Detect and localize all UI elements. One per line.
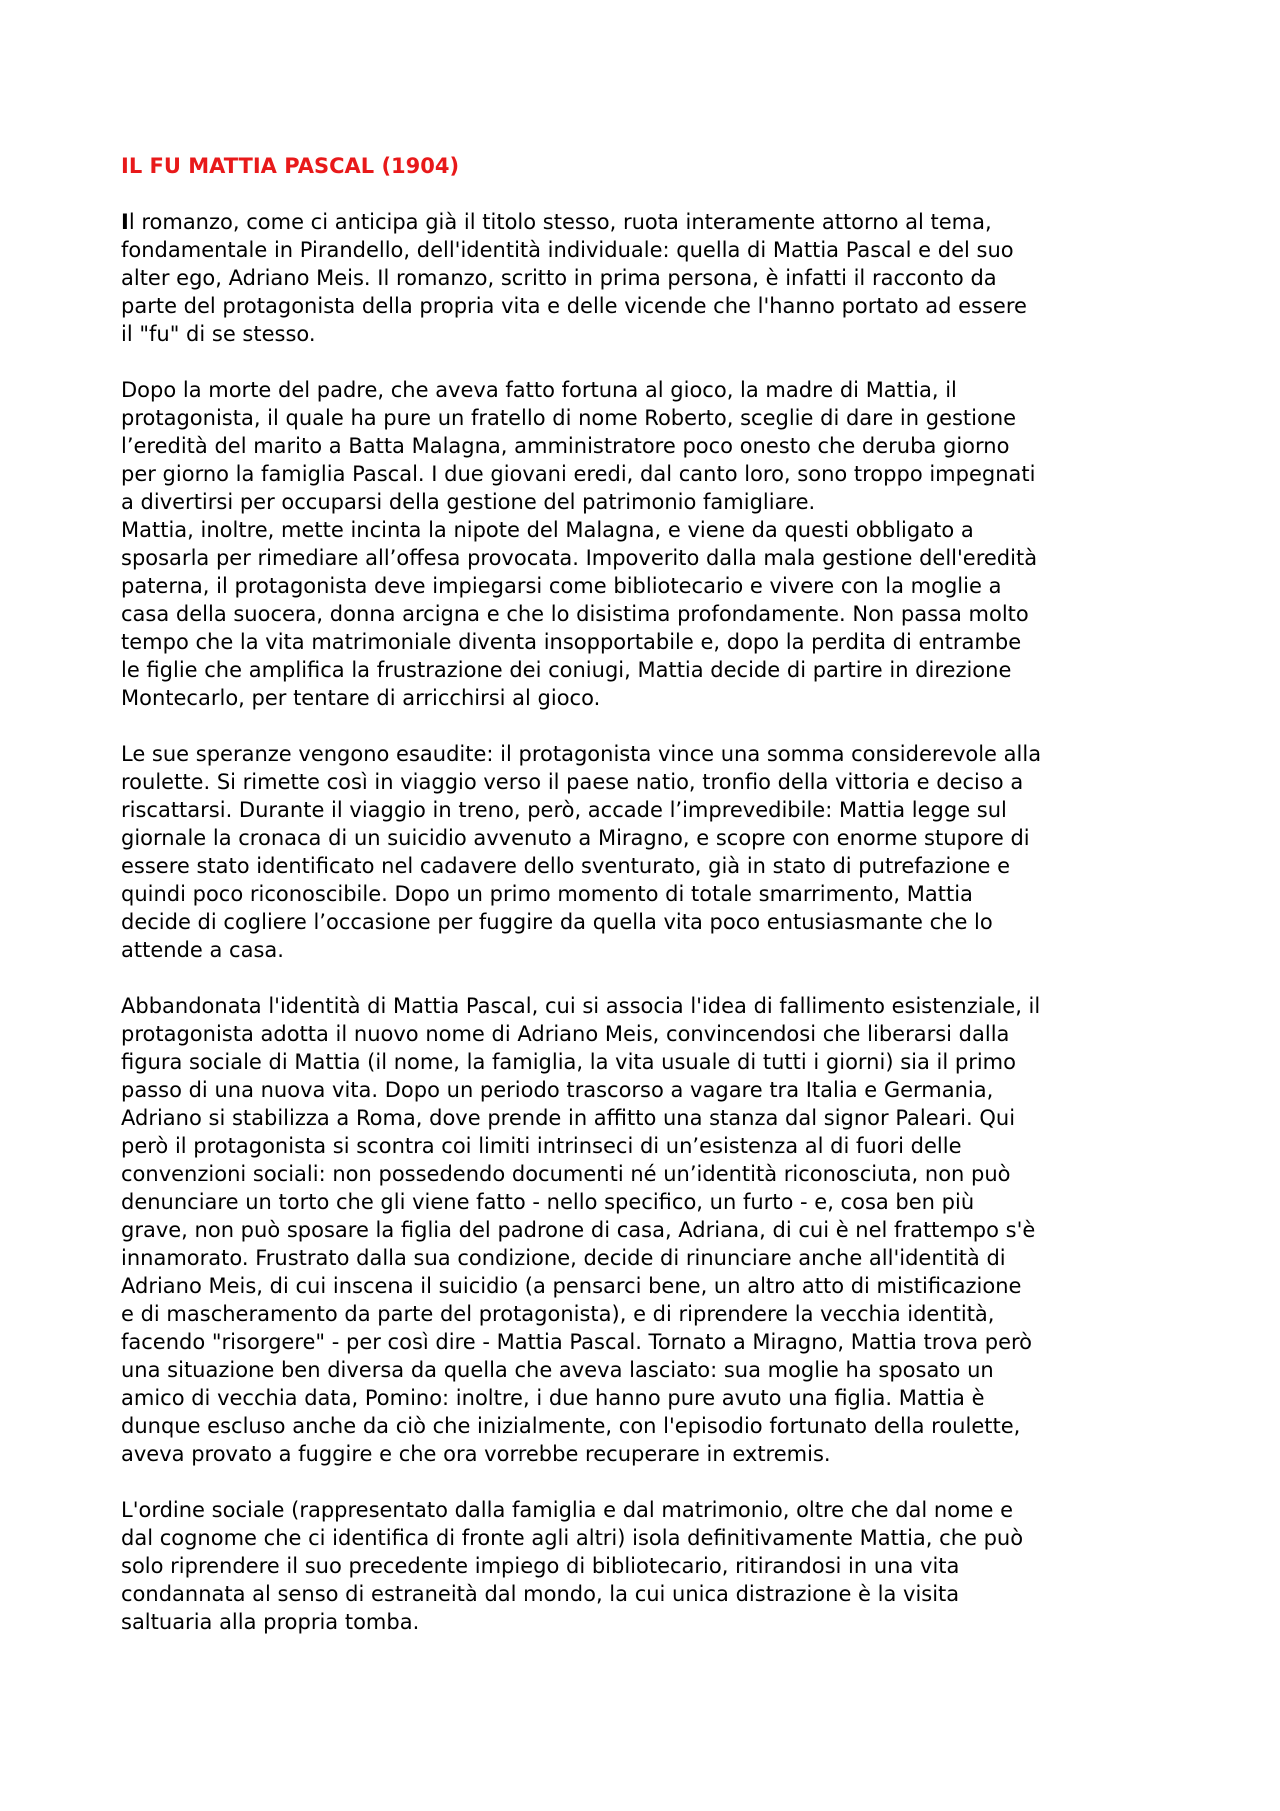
text-line: [121, 656, 1167, 684]
text-line: [121, 292, 1167, 320]
document-body: [121, 208, 1167, 1636]
text-line: [121, 376, 1167, 404]
line-text: il "fu" di se stesso.: [121, 322, 316, 346]
paragraph: [121, 992, 1167, 1468]
text-line: [121, 1048, 1167, 1076]
text-line: [121, 1300, 1167, 1328]
text-line: [121, 1076, 1167, 1104]
text-line: [121, 880, 1167, 908]
text-line: [121, 1440, 1167, 1468]
line-text: e di mascheramento da parte del protagonista), e di riprendere la vecchia identità,: [121, 1302, 995, 1326]
text-line: [121, 516, 1167, 544]
text-line: [121, 1328, 1167, 1356]
line-text: Adriano si stabilizza a Roma, dove prende in affitto una stanza dal signor Paleari. Qui: [121, 1106, 1016, 1130]
text-line: [121, 908, 1167, 936]
line-text: sposarla per rimediare all’offesa provocata. Impoverito dalla mala gestione dell'eredità: [121, 546, 1038, 570]
line-text: dunque escluso anche da ciò che inizialmente, con l'episodio fortunato della roulette,: [121, 1414, 1021, 1438]
text-line: [121, 1580, 1167, 1608]
text-line: [121, 1552, 1167, 1580]
line-text: parte del protagonista della propria vita e delle vicende che l'hanno portato ad essere: [121, 294, 1027, 318]
text-line: [121, 320, 1167, 348]
line-text: l romanzo, come ci anticipa già il titolo stesso, ruota interamente attorno al tema,: [128, 210, 992, 234]
text-line: [121, 404, 1167, 432]
line-text: saltuaria alla propria tomba.: [121, 1610, 420, 1634]
text-line: [121, 1608, 1167, 1636]
text-line: [121, 1160, 1167, 1188]
line-text: l’eredità del marito a Batta Malagna, amministratore poco onesto che deruba giorno: [121, 434, 1010, 458]
line-text: condannata al senso di estraneità dal mondo, la cui unica distrazione è la visita: [121, 1582, 960, 1606]
line-text: alter ego, Adriano Meis. Il romanzo, scritto in prima persona, è infatti il racconto da: [121, 266, 997, 290]
text-line: [121, 544, 1167, 572]
paragraph: [121, 740, 1167, 964]
document-page: [121, 152, 1167, 1664]
line-text: quindi poco riconoscibile. Dopo un primo momento di totale smarrimento, Mattia: [121, 882, 973, 906]
text-line: [121, 1244, 1167, 1272]
line-text: Abbandonata l'identità di Mattia Pascal, cui si associa l'idea di fallimento esistenziale, il: [121, 994, 1041, 1018]
document-title: IL FU MATTIA PASCAL (1904): [121, 154, 460, 178]
paragraph: [121, 376, 1167, 712]
line-text: attende a casa.: [121, 938, 284, 962]
text-line: [121, 1272, 1167, 1300]
line-text: Adriano Meis, di cui inscena il suicidio (a pensarci bene, un altro atto di mistificazione: [121, 1274, 1022, 1298]
text-line: [121, 1412, 1167, 1440]
text-line: [121, 936, 1167, 964]
line-text: Montecarlo, per tentare di arricchirsi al gioco.: [121, 686, 601, 710]
line-text: aveva provato a fuggire e che ora vorrebbe recuperare in extremis.: [121, 1442, 831, 1466]
text-line: [121, 236, 1167, 264]
text-line: [121, 460, 1167, 488]
line-text: però il protagonista si scontra coi limiti intrinseci di un’esistenza al di fuori delle: [121, 1134, 962, 1158]
line-text: essere stato identificato nel cadavere dello sventurato, già in stato di putrefazione e: [121, 854, 1011, 878]
line-text: L'ordine sociale (rappresentato dalla famiglia e dal matrimonio, oltre che dal nome e: [121, 1498, 1014, 1522]
line-text: tempo che la vita matrimoniale diventa insopportabile e, dopo la perdita di entrambe: [121, 630, 1022, 654]
initial-letter: I: [121, 210, 129, 234]
line-text: amico di vecchia data, Pomino: inoltre, i due hanno pure avuto una figlia. Mattia è: [121, 1386, 985, 1410]
line-text: protagonista adotta il nuovo nome di Adriano Meis, convincendosi che liberarsi dalla: [121, 1022, 1010, 1046]
line-text: Le sue speranze vengono esaudite: il protagonista vince una somma considerevole alla: [121, 742, 1042, 766]
line-text: dal cognome che ci identifica di fronte agli altri) isola definitivamente Mattia, che può: [121, 1526, 1024, 1550]
line-text: per giorno la famiglia Pascal. I due giovani eredi, dal canto loro, sono troppo impegnati: [121, 462, 1036, 486]
line-text: grave, non può sposare la figlia del padrone di casa, Adriana, di cui è nel frattempo s'è: [121, 1218, 1036, 1242]
paragraph: [121, 208, 1167, 348]
line-text: denunciare un torto che gli viene fatto - nello specifico, un furto - e, cosa ben più: [121, 1190, 975, 1214]
text-line: [121, 208, 1167, 236]
line-text: convenzioni sociali: non possedendo documenti né un’identità riconosciuta, non può: [121, 1162, 1011, 1186]
line-text: a divertirsi per occuparsi della gestione del patrimonio famigliare.: [121, 490, 816, 514]
text-line: [121, 768, 1167, 796]
text-line: [121, 1524, 1167, 1552]
text-line: [121, 684, 1167, 712]
text-line: [121, 628, 1167, 656]
text-line: [121, 572, 1167, 600]
text-line: [121, 852, 1167, 880]
text-line: [121, 264, 1167, 292]
line-text: protagonista, il quale ha pure un fratello di nome Roberto, sceglie di dare in gestione: [121, 406, 1017, 430]
text-line: [121, 740, 1167, 768]
line-text: innamorato. Frustrato dalla sua condizione, decide di rinunciare anche all'identità di: [121, 1246, 1006, 1270]
text-line: [121, 1216, 1167, 1244]
text-line: [121, 1188, 1167, 1216]
text-line: [121, 1384, 1167, 1412]
text-line: [121, 1104, 1167, 1132]
line-text: giornale la cronaca di un suicidio avvenuto a Miragno, e scopre con enorme stupore di: [121, 826, 1030, 850]
text-line: [121, 432, 1167, 460]
line-text: facendo "risorgere" - per così dire - Mattia Pascal. Tornato a Miragno, Mattia trova però: [121, 1330, 1033, 1354]
text-line: [121, 600, 1167, 628]
line-text: paterna, il protagonista deve impiegarsi come bibliotecario e vivere con la moglie a: [121, 574, 1002, 598]
line-text: roulette. Si rimette così in viaggio verso il paese natio, tronfio della vittoria e deciso a: [121, 770, 1024, 794]
text-line: [121, 488, 1167, 516]
line-text: casa della suocera, donna arcigna e che lo disistima profondamente. Non passa molto: [121, 602, 1029, 626]
text-line: [121, 824, 1167, 852]
line-text: riscattarsi. Durante il viaggio in treno, però, accade l’imprevedibile: Mattia legge sul: [121, 798, 1007, 822]
text-line: [121, 796, 1167, 824]
line-text: passo di una nuova vita. Dopo un periodo trascorso a vagare tra Italia e Germania,: [121, 1078, 994, 1102]
line-text: Mattia, inoltre, mette incinta la nipote del Malagna, e viene da questi obbligato a: [121, 518, 974, 542]
line-text: le figlie che amplifica la frustrazione dei coniugi, Mattia decide di partire in direzione: [121, 658, 1012, 682]
line-text: fondamentale in Pirandello, dell'identità individuale: quella di Mattia Pascal e del suo: [121, 238, 1014, 262]
text-line: [121, 1356, 1167, 1384]
paragraph: [121, 1496, 1167, 1636]
line-text: figura sociale di Mattia (il nome, la famiglia, la vita usuale di tutti i giorni) sia il primo: [121, 1050, 1016, 1074]
text-line: [121, 1132, 1167, 1160]
text-line: [121, 992, 1167, 1020]
line-text: una situazione ben diversa da quella che aveva lasciato: sua moglie ha sposato un: [121, 1358, 994, 1382]
text-line: [121, 1020, 1167, 1048]
line-text: decide di cogliere l’occasione per fuggire da quella vita poco entusiasmante che lo: [121, 910, 993, 934]
text-line: [121, 1496, 1167, 1524]
line-text: Dopo la morte del padre, che aveva fatto fortuna al gioco, la madre di Mattia, il: [121, 378, 957, 402]
line-text: solo riprendere il suo precedente impiego di bibliotecario, ritirandosi in una vita: [121, 1554, 960, 1578]
